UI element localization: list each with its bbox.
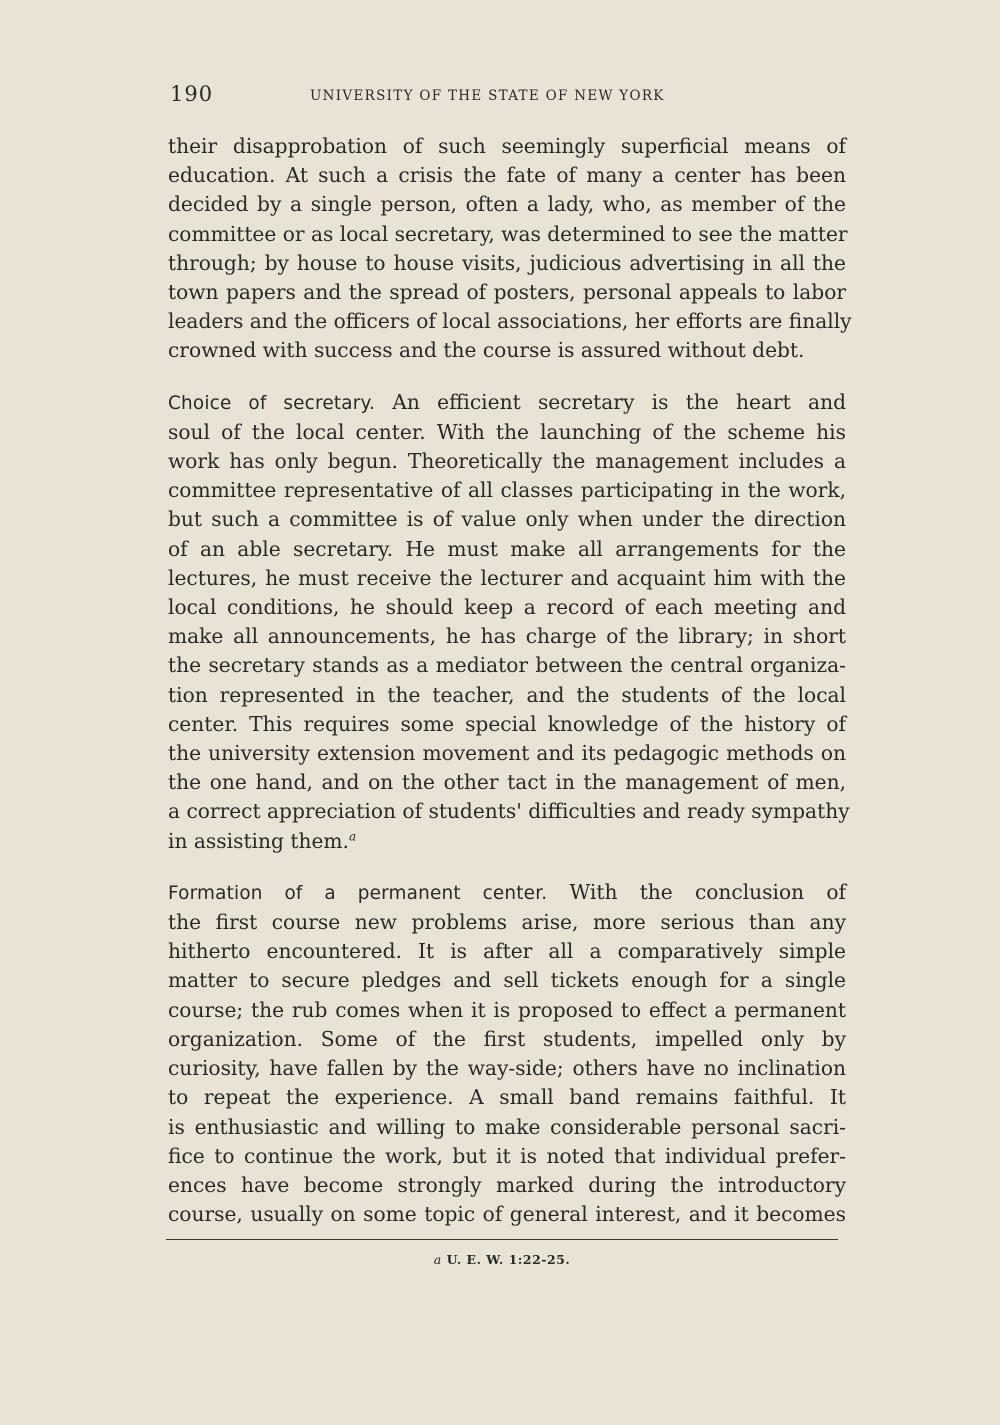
footnote-text: U. E. W. 1:22-25.	[441, 1252, 571, 1267]
paragraph-permanent-center	[168, 878, 846, 1229]
text-line: hitherto encountered. It is after all a comparatively simple	[168, 939, 846, 964]
paragraph-continuation	[168, 132, 852, 366]
text-line: the one hand, and on the other tact in the management of men,	[168, 770, 846, 795]
section-heading: Choice of secretary.	[168, 392, 376, 414]
text-line: committee representative of all classes participating in the work,	[168, 478, 846, 503]
section-heading: Formation of a permanent center.	[168, 882, 548, 904]
text-line: work has only begun. Theoretically the management includes a	[168, 449, 846, 474]
footnote-reference[interactable]: a	[348, 828, 357, 843]
page-number: 190	[170, 82, 214, 106]
text-line: their disapprobation of such seemingly superficial means of	[168, 134, 846, 158]
text-line: the first course new problems arise, more serious than any	[168, 910, 846, 935]
text-line: a correct appreciation of students' difficulties and ready sympathy	[168, 799, 850, 824]
text-line: course; the rub comes when it is proposed to effect a permanent	[168, 997, 846, 1022]
text-line: crowned with success and the course is assured without debt.	[168, 338, 805, 363]
text-line-with-footnote-ref	[168, 827, 846, 856]
text-line: in assisting them.	[168, 828, 349, 853]
text-line: the university extension movement and its pedagogic methods on	[168, 741, 846, 766]
footnote-mark: a	[433, 1252, 442, 1267]
text-line-with-heading	[168, 878, 846, 908]
text-line: soul of the local center. With the launching of the scheme his	[168, 419, 846, 444]
text-line: course, usually on some topic of general interest, and it becomes	[168, 1202, 846, 1227]
text-line-with-heading	[168, 388, 846, 418]
text-line: center. This requires some special knowledge of the history of	[168, 711, 846, 736]
text-line: town papers and the spread of posters, personal appeals to labor	[168, 280, 846, 305]
text-line: With the conclusion of	[547, 879, 846, 904]
text-line: local conditions, he should keep a record of each meeting and	[168, 595, 846, 620]
text-line: leaders and the officers of local associations, her efforts are finally	[168, 309, 852, 334]
text-line: make all announcements, he has charge of the library; in short	[168, 624, 846, 649]
running-head: UNIVERSITY OF THE STATE OF NEW YORK	[310, 88, 665, 104]
text-line: of an able secretary. He must make all arrangements for the	[168, 536, 846, 561]
footnote-divider	[166, 1239, 838, 1240]
text-line: tion represented in the teacher, and the students of the local	[168, 682, 846, 707]
text-line: decided by a single person, often a lady, who, as member of the	[168, 192, 846, 217]
paragraph-choice-of-secretary	[168, 388, 850, 856]
text-line: education. At such a crisis the fate of many a center has been	[168, 163, 846, 188]
text-line: but such a committee is of value only when under the direction	[168, 507, 846, 532]
text-line: ences have become strongly marked during the introductory	[168, 1172, 846, 1197]
text-line: fice to continue the work, but it is noted that individual prefer-	[168, 1143, 846, 1168]
text-line: matter to secure pledges and sell tickets enough for a single	[168, 968, 846, 993]
text-line: curiosity, have fallen by the way-side; others have no inclination	[168, 1056, 846, 1081]
text-line: committee or as local secretary, was determined to see the matter	[168, 221, 848, 246]
text-line: to repeat the experience. A small band remains faithful. It	[168, 1085, 846, 1110]
text-line: through; by house to house visits, judicious advertising in all the	[168, 250, 846, 275]
footnote	[166, 1252, 838, 1267]
page-header	[170, 82, 842, 112]
text-line: organization. Some of the first students, impelled only by	[168, 1026, 846, 1051]
text-line: lectures, he must receive the lecturer and acquaint him with the	[168, 565, 846, 590]
text-line: the secretary stands as a mediator between the central organiza-	[168, 653, 846, 678]
body-text	[168, 132, 852, 1229]
text-line: is enthusiastic and willing to make considerable personal sacri-	[168, 1114, 846, 1139]
text-line: An efficient secretary is the heart and	[375, 389, 846, 414]
